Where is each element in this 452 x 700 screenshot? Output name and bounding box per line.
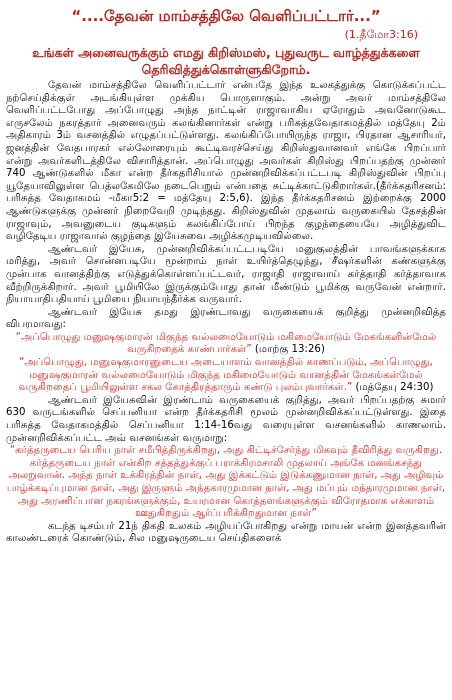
greeting-text: உங்கள் அனைவருக்கும் எமது கிறிஸ்மஸ், புதுவருட வாழ்த்துக்களை தெரிவித்துக்கொள்ளுகிறோம். [32,45,420,77]
quote-matthew-reference: (மத்தேயு 24:30) [355,382,434,394]
title-reference: (1.தீமோ3:16) [344,28,418,41]
quote-mark [6,332,446,357]
quote-matthew [6,357,446,395]
quote-zephaniah: “கர்த்தருடைய பெரிய நாள் சமீபித்திருக்கிறது, அது கிட்டிச்சேர்ந்து மிகவும் தீவிரித்து வருகிறது. கர்த்தருடைய நாள் என்கிற சத்தத்துக்குப் பராக்கிரமசாலி முதலாய் அங்கே மனங்கசந்து அலறுவான். அந்த நாள் உக்கிரத்தின் நாள், அது இக்கட்டும் இடுக்கணுமான நாள், அது அழிவும் பாழ்க்கடிப்புமான நாள், அது இருளும் அந்தகாரமுமான நாள், அது மப்பும் மந்தாரமுமான நாள், அது அரணிப்பான நகரங்களுக்கும், உயரமான கொத்தளங்களுக்கும் விரோதமாக எக்காளம் ஊதுகிறதும் ஆர்ப்பரிக்கிறதுமான நாள்” [6,445,446,520]
paragraph-5: கடந்த டிசம்பர் 21ந் திகதி உலகம் அழியப்போகிறது என்று மாயன் என்ற இனத்தவரின் காலண்டரைக் கொண்டும், சில மனுஷருடைய செய்திகளைக் [6,520,446,545]
paragraph-2: ஆண்டவர் இயேசு, முன்னறிவிக்கப்பட்டபடியே மனுகுலத்தின் பாவங்களுக்காக மரித்து, அவர் சொன்னபடியே மூன்றாம் நாள் உயிர்த்தெழுந்து, சீஷர்களின் கண்களுக்கு முன்பாக வானத்திற்கு எடுத்துக்கொள்ளப்பட்டவர், ராஜாதி ராஜாவாய் கர்த்தாதி கர்த்தாவாக வீற்றிருக்கிறார். அவர் பூமியிலே இருக்கும்போது தான் மீண்டும் பூமிக்கு வருவேன் என்றார். நியாயாதிபதியாய் பூமியை நியாயந்தீர்க்க வருவார். [6,243,446,306]
paragraph-3: ஆண்டவர் இயேசு தமது இரண்டாவது வருகையைக் குறித்து முன்னறிவித்த விபரமாவது: [6,306,446,331]
paragraph-4: ஆண்டவர் இயேசுவின் இரண்டாம் வருகையைக் குறித்து, அவர் பிறப்பதற்கு சுமார் 630 வருடங்களில் செப்பனியா என்ற தீர்க்கதரிசி மூலம் முன்னறிவிக்கப்பட்டுள்ளது. இதை பரிசுத்த வேதாகமத்தில் செப்பனியா 1:14-16வது வரையுள்ள வசனங்களில் காணலாம். முன்னறிவிக்கப்பட்ட அவ் வசனங்கள் வருமாறு: [6,394,446,444]
quote-matthew-text: “அப்பொழுது, மனுஷகுமாரனுடைய அடையாளம் வானத்தில் காணப்படும், அப்பொழுது, மனுஷகுமாரன் வல்லமையோடும் மிகுந்த மகிமையோடும் வானத்தின் மேகங்கள்மேல் வருகிறதைப் பூமியிலுள்ள சகல கோத்திரத்தாரும் கண்டு புலம்புவார்கள்.” [18,357,433,394]
article-title: “....தேவன் மாம்சத்திலே வெளிப்பட்டார்...” [71,7,381,25]
quote-mark-text: “அப்பொழுது மனுஷகுமாரன் மிகுந்த வல்லமையோடும் மகிமையோடும் மேகங்களின்மேல் வருகிறதைக் காண்பார்கள்” [15,331,437,356]
quote-mark-reference: (மாற்கு 13:26) [254,344,325,356]
paragraph-1: தேவன் மாம்சத்திலே வெளிப்பட்டார் என்பதே இந்த உலகத்துக்கு கொடுக்கப்பட்ட நற்செய்திக்குள் அடங்கியுள்ள முக்கிய பொருளாகும். அன்று அவர் மாம்சத்திலே வெளிப்பட்டபோது அப்போழுது அந்த நாட்டின் ராஜாவாகிய ஏரோதும் அவனோடுகூட எருசலேம் நகரத்தார் அனைவரும் கலங்கினார்கள் என்று பரிசுத்தவேதாகமத்தில் மத்தேயு 2ம் அதிகாரம் 3ம் வசனத்தில் எழுதப்பட்டுள்ளது. கலங்கிப்போயிருந்த ராஜா, பிரதான ஆசாரியர், ஜனத்தின் வேதபாரகர் எல்லோரையும் கூட்டிவரச்செய்து கிறிஸ்துவானவர் எங்கே பிறப்பார் என்று அவர்களிடத்திலே விசாரித்தான். அப்பொழுது அவர்கள் கிறிஸ்து பிறப்பதற்கு முன்னர் 740 ஆண்டுகளில் மீகா என்ற தீர்கதரிசியால் முன்னறிவிக்கப்பட்டபடி கிறிஸ்துவின் பிறப்பு யூதேயாவிலுள்ள பெத்லகேமிலே நடைபெறும் என்பதை சுட்டிக்காட்டுகிறார்கள்.(தீர்க்கதரிசனம்: பரிசுத்த வேதாகமம் -மீகா5:2 = மத்தேயு 2:5,6). இந்த தீர்க்கதரிசனம் இற்றைக்கு 2000 ஆண்டுகளுக்கு முன்னர் நிறைவேறி முடிந்தது. கிறிஸ்துவின் முதலாம் வருகையில் தேசத்தின் ராஜாவும், அவனுடைய குடிகளும் கலங்கிப்போய் பிறந்த குழந்தையையே அழித்துவிட வழிதேடிய ராஜாவால் குழந்தை இயேசுவை அழிக்கமுடியவில்லை. [6,80,446,243]
